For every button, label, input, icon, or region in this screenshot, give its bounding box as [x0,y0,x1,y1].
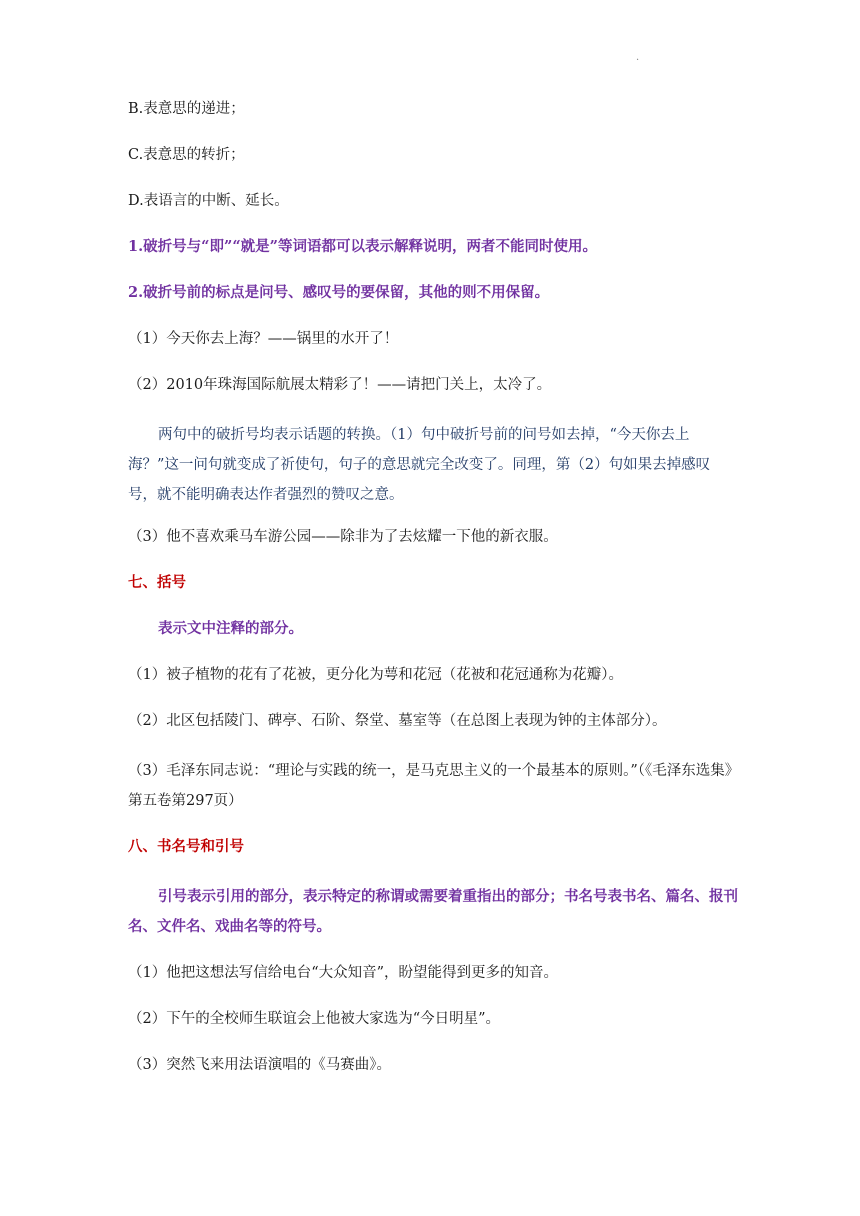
section-7-title: 七、括号 [128,574,186,591]
quote-example-1: （1）他把这想法写信给电台“大众知音”，盼望能得到更多的知音。 [128,965,559,981]
bracket-example-3: （3）毛泽东同志说：“理论与实践的统一，是马克思主义的一个最基本的原则。”（《毛泽东选集》第五卷第297页） [128,763,733,809]
option-c: C.表意思的转折； [128,147,245,163]
note-2: 2.破折号前的标点是问号、感叹号的要保留，其他的则不用保留。 [128,284,550,301]
quote-example-3: （3）突然飞来用法语演唱的《马赛曲》。 [128,1057,391,1073]
bracket-example-2: （2）北区包括陵门、碑亭、石阶、祭堂、墓室等（在总图上表现为钟的主体部分）。 [128,713,667,729]
dash-example-2: （2）2010年珠海国际航展太精彩了！——请把门关上，太冷了。 [128,377,552,393]
document-body [128,98,738,1100]
section-7-desc: 表示文中注释的部分。 [158,620,303,637]
dash-example-1: （1）今天你去上海？——锅里的水开了！ [128,331,399,347]
section-8-title: 八、书名号和引号 [128,838,244,855]
header-dot: · [636,55,640,66]
dash-explanation: 两句中的破折号均表示话题的转换。（1）句中破折号前的问号如去掉，“今天你去上海？”这一问句就变成了祈使句，句子的意思就完全改变了。同理，第（2）句如果去掉感叹号，就不能明确表达作者强烈的赞叹之意。 [128,427,711,503]
section-8-desc: 引号表示引用的部分，表示特定的称谓或需要着重指出的部分；书名号表书名、篇名、报刊名、文件名、戏曲名等的符号。 [128,888,738,935]
option-d: D.表语言的中断、延长。 [128,193,289,209]
quote-example-2: （2）下午的全校师生联谊会上他被大家选为“今日明星”。 [128,1011,501,1027]
note-1: 1.破折号与“即”“就是”等词语都可以表示解释说明，两者不能同时使用。 [128,238,597,255]
dash-example-3: （3）他不喜欢乘马车游公园——除非为了去炫耀一下他的新衣服。 [128,529,558,545]
bracket-example-1: （1）被子植物的花有了花被，更分化为萼和花冠（花被和花冠通称为花瓣）。 [128,667,623,683]
option-b: B.表意思的递进； [128,101,245,117]
